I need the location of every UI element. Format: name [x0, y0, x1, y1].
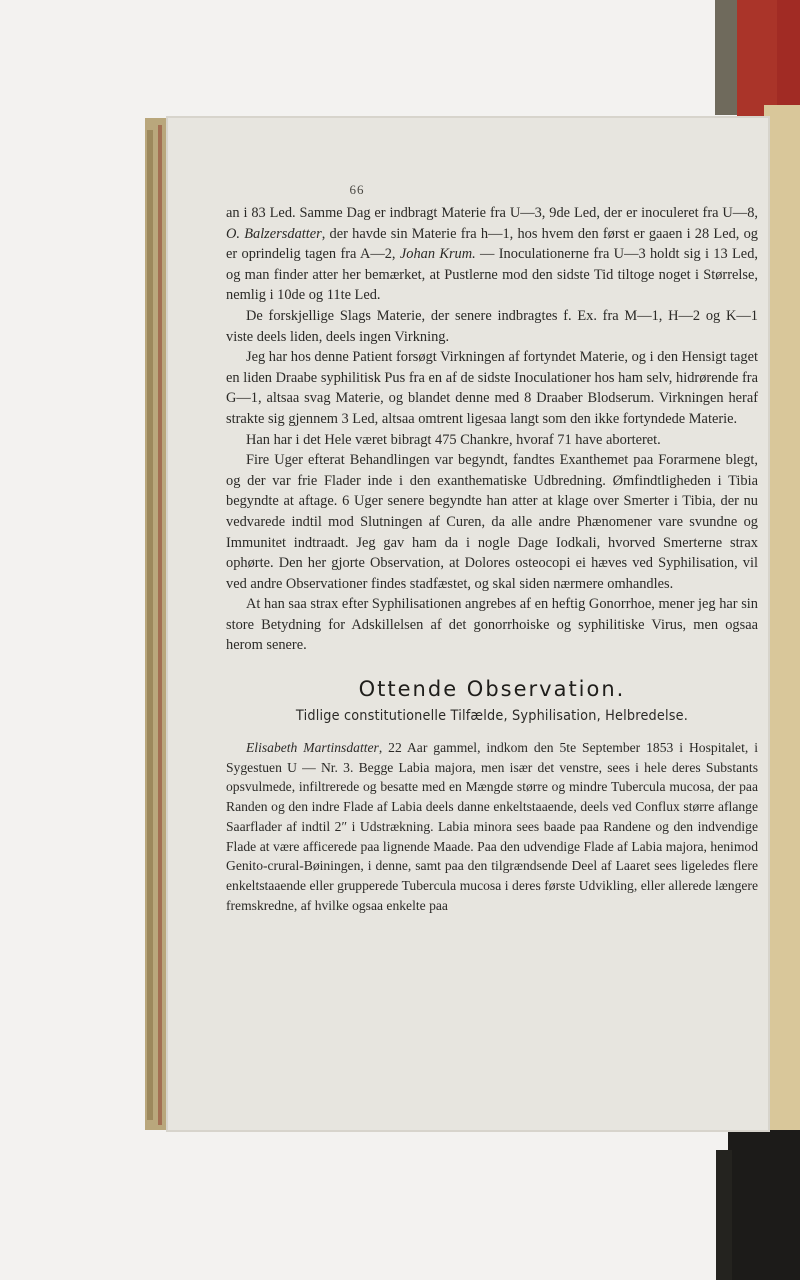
book-edge-bottom-dark: [728, 1130, 800, 1280]
paragraph-2: De forskjellige Slags Materie, der senere indbragtes f. Ex. fra M—1, H—2 og K—1 viste deels liden, deels ingen Virkning.: [226, 307, 758, 345]
italic-name: Johan Krum.: [399, 246, 476, 263]
paragraph-5: Fire Uger efterat Behandlingen var begyndt, fandtes Exanthemet paa Forarmene blegt, og der var frie Flader inde i den exanthematiske Udbredning. Ømfindtligheden i Tibia begyndte at aftage. 6 Uger senere begyndte han atter at klage over Smerter i Tibia, der nu vedvarede indtil mod Slutningen af Curen, da alle andre Phænomener vare svundne og Immunitet indtraadt. Jeg gav ham da i nogle Dage Iodkali, hvorved Smerterne strax ophørte. Den her gjorte Observation, at Dolores osteocopi ei hæves ved Syphilisation, vil ved andre Observationer findes stadfæstet, og skal siden nærmere omhandles.: [226, 452, 758, 592]
section-heading: Ottende Observation.: [358, 677, 626, 702]
page-number: 66: [349, 182, 365, 197]
page-body: [226, 203, 758, 915]
paragraph-4: Han har i det Hele været bibragt 475 Chankre, hvoraf 71 have aborteret.: [246, 431, 661, 448]
paragraph-3: Jeg har hos denne Patient forsøgt Virkningen af fortyndet Materie, og i den Hensigt taget en liden Draabe syphilitisk Pus fra en af de sidste Inoculationer hos ham selv, hidrørende fra G—1, altsaa svag Materie, og blandet denne med 8 Draaber Blodserum. Virkningen heraf strakte sig gjennem 3 Led, altsaa omtrent ligesaa langt som den ikke fortyndede Materie.: [226, 349, 758, 427]
paragraph-1: an i 83 Led. Samme Dag er indbragt Materie fra U—3, 9de Led, der er inoculeret fra U—8, O. Balzersdatter, der havde sin Materie fra h—1, hos hvem den først er gaaen i 28 Led, og er oprindelig tagen fra A—2, Johan Krum. — Inoculationerne fra U—3 holdt sig i 13 Led, og man finder atter her bemærket, at Pustlerne mod den sidste Tid tiltoge noget i Størrelse, nemlig i 10de og 11te Led.: [226, 205, 758, 304]
italic-name: O. Balzersdatter: [226, 225, 322, 242]
book-edge-top: [715, 0, 737, 115]
patient-name: Elisabeth Martinsdatter: [246, 740, 379, 756]
paragraph-6: At han saa strax efter Syphilisationen angrebes af en heftig Gonorrhoe, mener jeg har sin store Betydning for Adskillelsen af det gonorrhoiske og syphilitiske Virus, men ogsaa herom senere.: [226, 596, 758, 654]
book-page: [168, 118, 768, 1130]
section-subheading: Tidlige constitutionelle Tilfælde, Syphilisation, Helbredelse.: [295, 708, 689, 725]
observation-paragraph: Elisabeth Martinsdatter, 22 Aar gammel, indkom den 5te September 1853 i Hospitalet, i Sygestuen U — Nr. 3. Begge Labia majora, men især det venstre, sees i hele deres Substants opsvulmede, infiltrerede og besatte med en Mængde større og mindre Tubercula mucosa, der paa Randen og den indre Flade af Labia deels danne enkeltstaaende, deels ved Conflux større aflange Saarflader af indtil 2″ i Udstrækning. Labia minora sees baade paa Randene og den indvendige Flade at være afficerede paa lignende Maade. Paa den udvendige Flade af Labia majora, henimod Genito-crural-Bøiningen, i denne, samt paa den tilgrændsende Deel af Laaret sees ligeledes flere enkeltstaaende eller grupperede Tubercula mucosa i deres første Udvikling, eller allerede længere fremskredne, af hvilke ogsaa enkelte paa: [226, 740, 758, 913]
